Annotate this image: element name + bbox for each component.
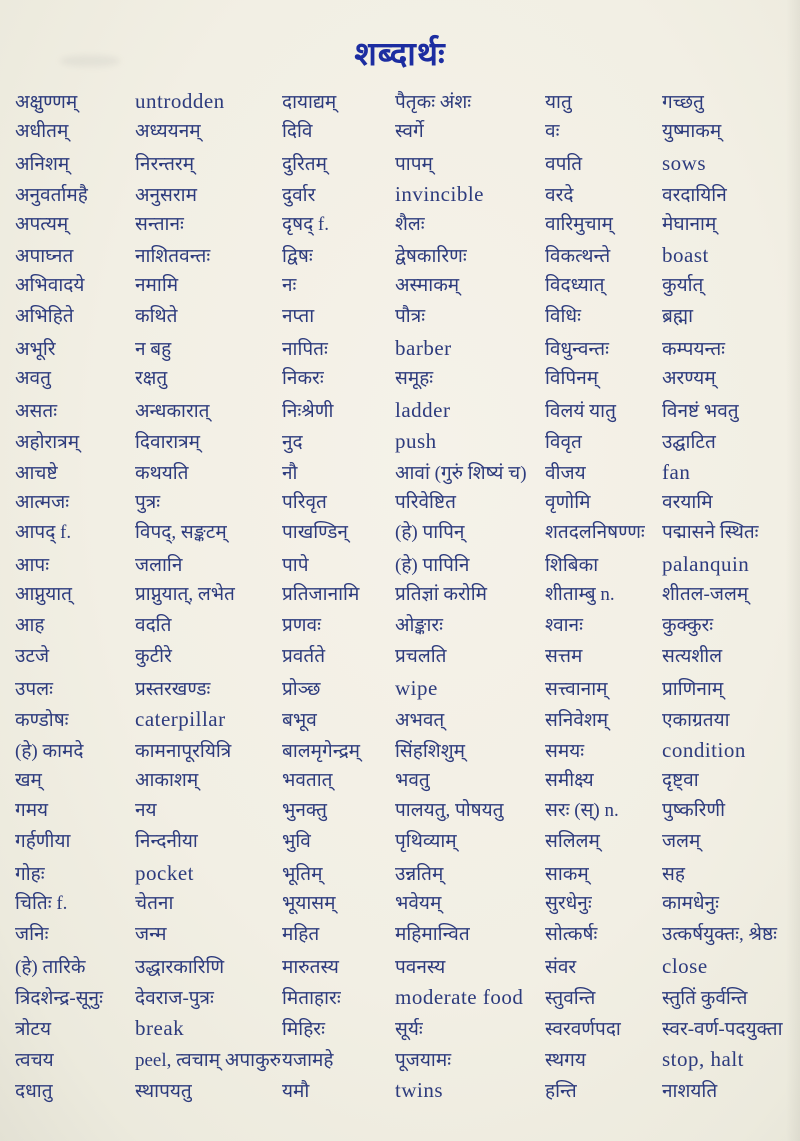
glossary-cell: यातु <box>545 92 572 113</box>
glossary-row <box>15 240 797 271</box>
glossary-cell: invincible <box>395 181 484 206</box>
glossary-cell: पुत्रः <box>135 491 161 513</box>
glossary-row <box>15 1044 797 1075</box>
glossary-cell: सत्तम <box>545 646 583 668</box>
glossary-cell: ओङ्कारः <box>395 615 443 637</box>
glossary-cell: उद्धारकारिणि <box>135 956 225 978</box>
glossary-cell: प्रणवः <box>282 615 321 637</box>
glossary-cell: अनिशम् <box>15 153 70 175</box>
glossary-row <box>15 827 797 858</box>
glossary-cell: आप्नुयात् <box>15 584 73 606</box>
glossary-cell: सन्तानः <box>135 213 184 235</box>
glossary-cell: कामधेनुः <box>662 893 719 915</box>
glossary-cell: वरदायिनि <box>662 184 727 206</box>
glossary-cell: अपाघ्नत <box>15 246 74 268</box>
glossary-row <box>15 951 797 982</box>
glossary-cell: जनिः <box>15 924 49 946</box>
glossary-cell: समूहः <box>395 368 434 390</box>
glossary-cell: break <box>135 1015 185 1040</box>
glossary-cell: वीजय <box>545 462 586 484</box>
glossary-cell: (हे) तारिके <box>15 956 86 978</box>
glossary-row <box>15 766 797 797</box>
glossary-table <box>15 86 797 1105</box>
glossary-row <box>15 488 797 519</box>
glossary-cell: अहोरात्रम् <box>15 431 80 453</box>
glossary-cell: निन्दनीया <box>135 831 198 853</box>
glossary-cell: युष्माकम् <box>662 120 722 142</box>
glossary-cell: नाशितवन्तः <box>135 246 211 268</box>
glossary-cell: समयः <box>545 740 585 762</box>
glossary-cell: boast <box>662 243 709 268</box>
glossary-cell: अनुसराम <box>135 184 197 206</box>
glossary-cell: प्रतिजानामि <box>282 584 360 606</box>
glossary-cell: विधिः <box>545 306 581 328</box>
glossary-cell: सिंहशिशुम् <box>395 740 465 762</box>
glossary-cell: मेघानाम् <box>662 213 717 235</box>
glossary-row <box>15 86 797 117</box>
glossary-row <box>15 920 797 951</box>
glossary-cell: स्वरवर्णपदा <box>545 1018 621 1040</box>
glossary-cell: प्रस्तरखण्डः <box>135 678 211 700</box>
glossary-cell: असतः <box>15 400 58 422</box>
glossary-cell: खम् <box>15 769 42 791</box>
glossary-cell: सूर्यः <box>395 1018 423 1040</box>
glossary-cell: वः <box>545 120 560 142</box>
glossary-row <box>15 642 797 673</box>
glossary-cell: दायाद्यम् <box>282 92 337 113</box>
glossary-cell: पूजयामः <box>395 1049 452 1071</box>
glossary-cell: त्रोटय <box>15 1018 52 1040</box>
glossary-cell: सनिवेशम् <box>545 709 609 731</box>
glossary-cell: वारिमुचाम् <box>545 213 613 235</box>
glossary-cell: (हे) कामदे <box>15 740 84 762</box>
glossary-row <box>15 549 797 580</box>
glossary-cell: स्वर-वर्ण-पदयुक्ता <box>662 1018 783 1040</box>
glossary-cell: twins <box>395 1077 444 1102</box>
glossary-cell: भवतु <box>395 769 430 791</box>
glossary-row <box>15 1075 797 1106</box>
glossary-cell: प्राणिनाम् <box>662 678 724 700</box>
glossary-cell: अभिहिते <box>15 306 74 328</box>
glossary-cell: भूतिम् <box>282 864 323 886</box>
glossary-cell: ladder <box>395 397 451 422</box>
glossary-cell: palanquin <box>662 552 750 577</box>
glossary-cell: caterpillar <box>135 706 226 731</box>
glossary-cell: आपः <box>15 555 50 577</box>
glossary-cell: यमौ <box>282 1080 310 1102</box>
glossary-cell: दुरितम् <box>282 153 327 175</box>
glossary-cell: शैलः <box>395 213 425 235</box>
glossary-cell: स्तुवन्ति <box>545 987 596 1009</box>
glossary-cell: pocket <box>135 861 194 886</box>
glossary-row <box>15 704 797 735</box>
glossary-cell: भवेयम् <box>395 893 442 915</box>
glossary-cell: वरयामि <box>662 491 713 513</box>
glossary-cell: कुक्कुरः <box>662 615 714 637</box>
glossary-cell: भुवि <box>282 831 311 853</box>
glossary-cell: गोहः <box>15 864 45 886</box>
glossary-cell: पाखण्डिन् <box>282 522 348 544</box>
glossary-cell: आपद् f. <box>15 522 72 544</box>
glossary-row <box>15 1013 797 1044</box>
glossary-cell: विकत्थन्ते <box>545 246 611 268</box>
glossary-cell: प्राप्नुयात्, लभेत <box>135 584 235 606</box>
glossary-cell: विपिनम् <box>545 368 599 390</box>
glossary-cell: नमामि <box>135 275 179 297</box>
glossary-cell: दुर्वार <box>282 184 316 206</box>
glossary-cell: महित <box>282 924 320 946</box>
glossary-cell: जलम् <box>662 831 701 853</box>
glossary-cell: अवतु <box>15 368 51 390</box>
glossary-cell: उद्घाटित <box>662 431 716 453</box>
glossary-cell: पैतृकः अंशः <box>395 92 472 113</box>
glossary-cell: स्तुतिं कुर्वन्ति <box>662 987 748 1009</box>
glossary-cell: बालमृगेन्द्रम् <box>282 740 361 762</box>
glossary-cell: अभिवादये <box>15 275 85 297</box>
glossary-cell: अभूरि <box>15 339 56 361</box>
glossary-cell: निरन्तरम् <box>135 153 195 175</box>
glossary-row <box>15 426 797 457</box>
glossary-cell: विनष्टं भवतु <box>662 400 739 422</box>
glossary-cell: देवराज-पुत्रः <box>135 987 214 1009</box>
glossary-row <box>15 148 797 179</box>
glossary-cell: fan <box>662 459 691 484</box>
glossary-cell: एकाग्रतया <box>662 709 730 731</box>
glossary-cell: कम्पयन्तः <box>662 339 725 361</box>
glossary-cell: सोत्कर्षः <box>545 924 598 946</box>
glossary-cell: पुष्करिणी <box>662 800 726 822</box>
glossary-cell: दिवि <box>282 120 313 142</box>
glossary-cell: रक्षतु <box>135 368 168 390</box>
glossary-cell: पापम् <box>395 153 433 175</box>
glossary-cell: प्रवर्तते <box>282 646 326 668</box>
glossary-row <box>15 179 797 210</box>
glossary-cell: प्रचलति <box>395 646 447 668</box>
glossary-cell: मिहिरः <box>282 1018 325 1040</box>
glossary-cell: नौ <box>282 462 298 484</box>
glossary-cell: अस्माकम् <box>395 275 460 297</box>
glossary-row <box>15 117 797 148</box>
glossary-row <box>15 210 797 241</box>
glossary-cell: नः <box>282 275 297 297</box>
glossary-cell: पालयतु, पोषयतु <box>395 800 504 822</box>
glossary-cell: untrodden <box>135 89 225 113</box>
glossary-cell: उत्कर्षयुक्तः, श्रेष्ठः <box>662 924 777 946</box>
glossary-row <box>15 364 797 395</box>
glossary-cell: push <box>395 428 437 453</box>
glossary-cell: गच्छतु <box>662 92 704 113</box>
glossary-row <box>15 611 797 642</box>
glossary-cell: नय <box>135 800 157 822</box>
glossary-cell: अधीतम् <box>15 120 69 142</box>
glossary-row <box>15 271 797 302</box>
glossary-cell: दृषद् f. <box>282 213 329 235</box>
glossary-cell: पद्मासने स्थितः <box>662 522 759 544</box>
glossary-cell: (हे) पापिनि <box>395 555 470 577</box>
glossary-cell: नाशयति <box>662 1080 718 1102</box>
glossary-cell: वृणोमि <box>545 491 591 513</box>
glossary-cell: परिवृत <box>282 491 327 513</box>
glossary-cell: भवतात् <box>282 769 333 791</box>
glossary-cell: परिवेष्टित <box>395 491 456 513</box>
glossary-cell: पृथिव्याम् <box>395 831 457 853</box>
glossary-row <box>15 735 797 766</box>
glossary-cell: सरः (स्) n. <box>545 800 619 822</box>
glossary-cell: ब्रह्मा <box>662 306 693 328</box>
glossary-cell: कुर्यात् <box>662 275 704 297</box>
glossary-cell: गर्हणीया <box>15 831 71 853</box>
glossary-cell: आचष्टे <box>15 462 58 484</box>
glossary-cell: आह <box>15 615 45 637</box>
glossary-cell: पौत्रः <box>395 306 426 328</box>
glossary-cell: वदति <box>135 615 172 637</box>
glossary-cell: मिताहारः <box>282 987 341 1009</box>
glossary-cell: उन्नतिम् <box>395 864 444 886</box>
glossary-cell: कण्डोषः <box>15 709 69 731</box>
glossary-cell: मारुतस्य <box>282 956 339 978</box>
glossary-cell: जलानि <box>135 555 183 577</box>
glossary-cell: स्वर्गे <box>395 120 424 142</box>
glossary-cell: चेतना <box>135 893 174 915</box>
glossary-cell: वपति <box>545 153 583 175</box>
glossary-cell: द्वेषकारिणः <box>395 246 467 268</box>
glossary-cell: peel, त्वचाम् अपाकुरु <box>135 1049 282 1071</box>
glossary-cell: moderate food <box>395 984 524 1009</box>
glossary-row <box>15 518 797 549</box>
glossary-cell: महिमान्वित <box>395 924 470 946</box>
glossary-cell: दृष्ट्वा <box>662 769 699 791</box>
glossary-cell: बभूव <box>282 709 317 731</box>
glossary-cell: अपत्यम् <box>15 213 69 235</box>
glossary-cell: विदध्यात् <box>545 275 605 297</box>
glossary-cell: उटजे <box>15 646 50 668</box>
glossary-cell: साकम् <box>545 864 589 886</box>
glossary-cell: अभवत् <box>395 709 445 731</box>
glossary-cell: सत्त्वानाम् <box>545 678 608 700</box>
glossary-cell: विपद्, सङ्कटम् <box>135 522 227 544</box>
glossary-cell: त्रिदशेन्द्र-सूनुः <box>15 987 103 1009</box>
glossary-row <box>15 333 797 364</box>
glossary-cell: विलयं यातु <box>545 400 616 422</box>
glossary-cell: कथिते <box>135 306 178 328</box>
glossary-row <box>15 858 797 889</box>
glossary-cell: दधातु <box>15 1080 53 1102</box>
glossary-cell: नप्ता <box>282 306 315 328</box>
glossary-cell: अध्ययनम् <box>135 120 201 142</box>
glossary-cell: दिवारात्रम् <box>135 431 201 453</box>
glossary-cell: सुरधेनुः <box>545 893 592 915</box>
glossary-cell: विधुन्वन्तः <box>545 339 609 361</box>
glossary-cell: अक्षुण्णम् <box>15 92 78 113</box>
glossary-cell: आत्मजः <box>15 491 70 513</box>
glossary-cell: गमय <box>15 800 49 822</box>
glossary-cell: सह <box>662 864 685 886</box>
glossary-cell: अन्धकारात् <box>135 400 210 422</box>
glossary-cell: कथयति <box>135 462 189 484</box>
glossary-cell: शतदलनिषण्णः <box>545 522 645 544</box>
glossary-cell: न बहु <box>135 339 172 361</box>
glossary-cell: सत्यशील <box>662 646 723 668</box>
glossary-cell: पवनस्य <box>395 956 446 978</box>
glossary-cell: शीताम्बु n. <box>545 584 615 606</box>
glossary-cell: स्थापयतु <box>135 1080 192 1102</box>
glossary-cell: sows <box>662 150 707 175</box>
glossary-cell: भुनक्तु <box>282 800 327 822</box>
glossary-cell: close <box>662 953 708 978</box>
glossary-cell: शीतल-जलम् <box>662 584 749 606</box>
glossary-cell: नुद <box>282 431 303 453</box>
glossary-row <box>15 673 797 704</box>
glossary-cell: प्रोञ्छ <box>282 678 321 700</box>
glossary-cell: समीक्ष्य <box>545 769 594 791</box>
glossary-cell: भूयासम् <box>282 893 336 915</box>
glossary-cell: (हे) पापिन् <box>395 522 465 544</box>
glossary-cell: स्थगय <box>545 1049 586 1071</box>
glossary-cell: अनुवर्तामहै <box>15 184 88 206</box>
glossary-cell: आवां (गुरुं शिष्यं च) <box>395 462 527 484</box>
glossary-cell: यजामहे <box>282 1049 334 1071</box>
glossary-cell: कुटीरे <box>135 646 172 668</box>
glossary-cell: द्विषः <box>282 246 313 268</box>
glossary-cell: जन्म <box>135 924 167 946</box>
glossary-cell: उपलः <box>15 678 53 700</box>
glossary-cell: नापितः <box>282 339 328 361</box>
glossary-cell: चितिः f. <box>15 893 68 915</box>
glossary-cell: वरदे <box>545 184 574 206</box>
glossary-cell: निःश्रेणी <box>282 400 334 422</box>
glossary-row <box>15 580 797 611</box>
glossary-cell: आकाशम् <box>135 769 199 791</box>
glossary-row <box>15 982 797 1013</box>
glossary-cell: सलिलम् <box>545 831 600 853</box>
glossary-cell: निकरः <box>282 368 324 390</box>
glossary-row <box>15 796 797 827</box>
glossary-cell: अरण्यम् <box>662 368 716 390</box>
glossary-cell: त्वचय <box>15 1049 54 1071</box>
glossary-cell: हन्ति <box>545 1080 577 1102</box>
glossary-cell: श्वानः <box>545 615 583 637</box>
glossary-cell: stop, halt <box>662 1046 744 1071</box>
glossary-row <box>15 889 797 920</box>
glossary-cell: barber <box>395 336 452 361</box>
glossary-cell: विवृत <box>545 431 582 453</box>
glossary-cell: संवर <box>545 956 577 978</box>
glossary-cell: कामनापूरयित्रि <box>135 740 232 762</box>
glossary-cell: condition <box>662 737 746 762</box>
glossary-cell: पापे <box>282 555 309 577</box>
glossary-row <box>15 302 797 333</box>
page-title: शब्दार्थः <box>354 37 446 74</box>
glossary-row <box>15 457 797 488</box>
glossary-cell: प्रतिज्ञां करोमि <box>395 584 487 606</box>
glossary-cell: wipe <box>395 675 438 700</box>
glossary-cell: शिबिका <box>545 555 599 577</box>
glossary-row <box>15 395 797 426</box>
